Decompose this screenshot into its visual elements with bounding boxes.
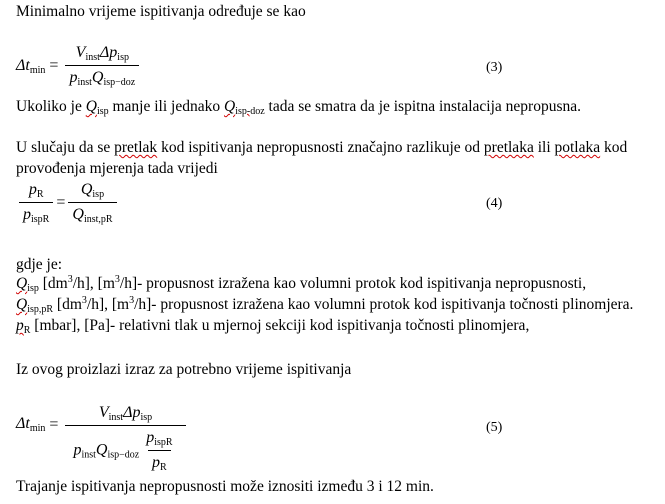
slucaj-text: U slučaju da se pretlak kod ispitivanja nepropusnosti značajno razlikuje od pretlaka ili potlaka kod xyxy=(16,139,628,156)
definition-p-r: $p_R$ [mbar], [Pa]- relativni tlak u mjernoj sekciji kod ispitivanja točnosti plinomjera, xyxy=(16,317,530,336)
definition-q-isp: $Q_{isp}$ $[dm^3/h]$, $[m^3/h]-$ propusnost izražena kao volumni protok kod ispitivanja nepropusnosti, xyxy=(16,274,587,294)
eq3-lhs: $\Delta t_{min}$ xyxy=(16,56,46,76)
eq5-inner-fraction: $\frac{p_{ispR}}{p_R}$ xyxy=(146,429,173,473)
equation-5 xyxy=(16,404,189,473)
equation-number-4: (4) xyxy=(486,196,503,211)
eq4-equals: = xyxy=(56,194,66,211)
gdje-je-label: gdje je: xyxy=(16,256,63,273)
equation-number-5: (5) xyxy=(486,420,503,435)
equation-4 xyxy=(16,181,120,225)
trajanje-text: Trajanje ispitivanja nepropusnosti može iznositi između 3 i 12 min. xyxy=(16,478,434,495)
eq4-left-fraction: $\frac{p_R}{p_{ispR}}$ xyxy=(19,181,53,225)
intro-text: Minimalno vrijeme ispitivanja određuje se kao xyxy=(16,3,306,20)
eq3-numerator: $V_{inst}\Delta p_{isp}$ xyxy=(75,44,129,63)
eq5-equals: = xyxy=(49,415,59,433)
iz-ovog-text: Iz ovog proizlazi izraz za potrebno vrijeme ispitivanja xyxy=(16,361,352,378)
eq3-fraction xyxy=(65,44,139,88)
eq5-denominator: $p_{inst}Q_{isp-doz}$ $\frac{p_{ispR}}{p_R}$ xyxy=(65,425,185,473)
eq5-numerator: $V_{inst}\Delta p_{isp}$ xyxy=(98,404,153,423)
ukoliko-text: Ukoliko je $Q_{isp}$ manje ili jednako $Q_{isp-doz}$ tada se smatra da je ispitna instalacija nepropusna. xyxy=(16,98,581,117)
eq4-right-fraction: $\frac{Q_{isp}}{Q_{inst,pR}}$ xyxy=(68,181,116,225)
eq5-lhs: $\Delta t_{min}$ xyxy=(16,415,46,434)
eq3-equals: = xyxy=(49,57,59,74)
equation-number-3: (3) xyxy=(486,60,503,75)
definition-q-isp-pr: $Q_{isp,pR}$ $[dm^3/h]$, $[m^3/h]-$ propusnost izražena kao volumni protok kod ispitivanja točnosti plinomjera. xyxy=(16,295,634,315)
equation-3 xyxy=(16,44,142,88)
slucaj-text-line2: provođenja mjerenja tada vrijedi xyxy=(16,160,218,177)
eq5-fraction xyxy=(65,404,185,473)
eq3-denominator: $p_{inst}Q_{isp-doz}$ xyxy=(65,65,139,88)
